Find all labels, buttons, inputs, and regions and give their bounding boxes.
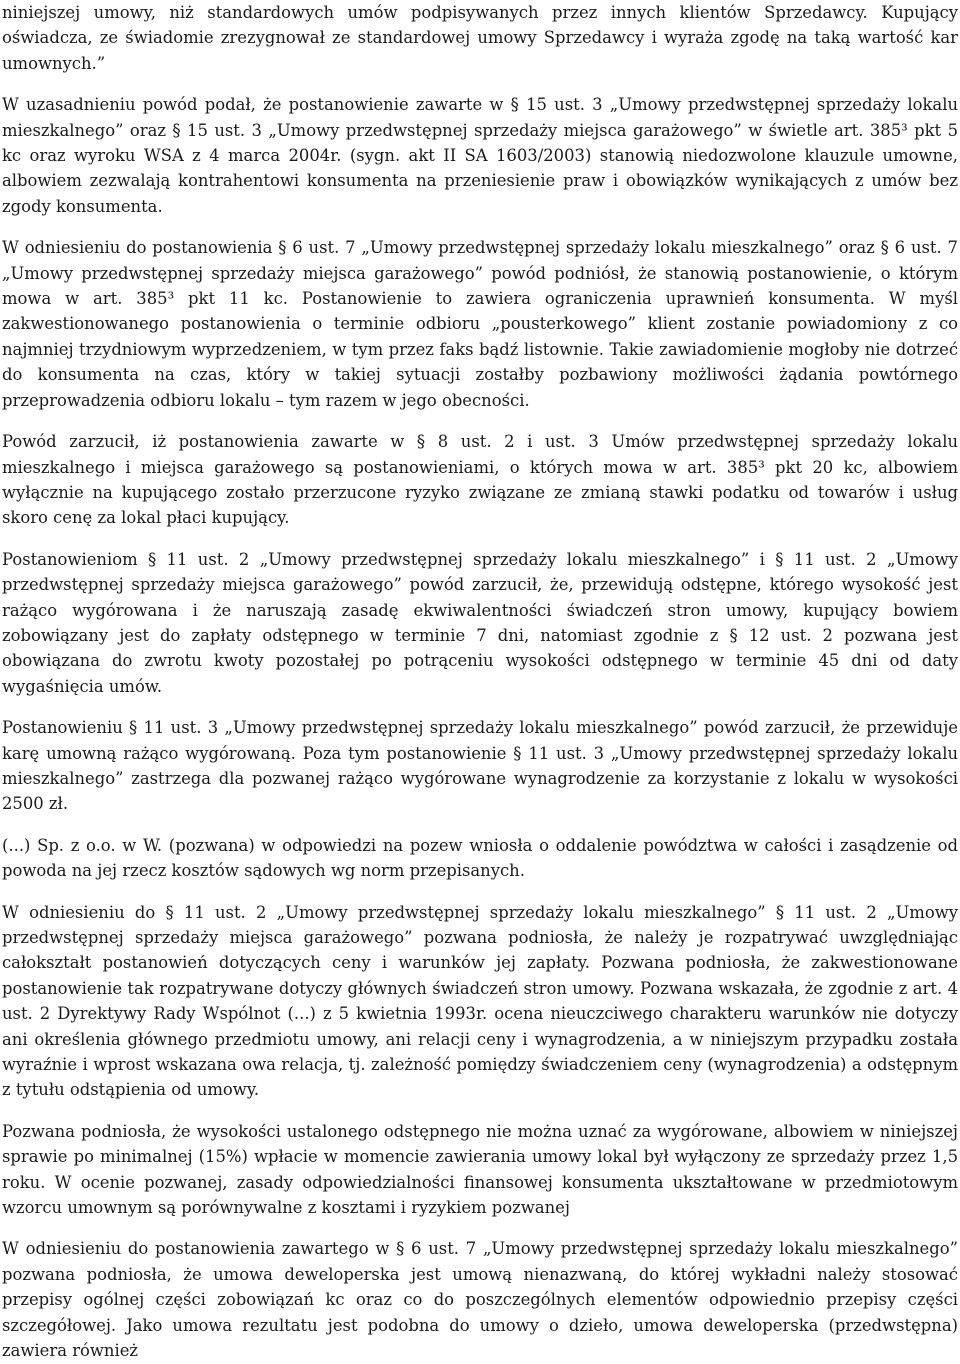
paragraph-fee-amount: Pozwana podniosła, że wysokości ustalonego odstępnego nie można uznać za wygórowane, albowiem w niniejszej sprawie po minimalnej (15%) wpłacie w momencie zawierania umowy lokal był wyłączony ze sprzedaży przez 1,5 roku. W ocenie pozwanej, zasady odpowiedzialności finansowej konsumenta ukształtowane w przedmiotowym wzorcu umownym są porównywalne z kosztami i ryzykiem pozwanej [2, 1121, 958, 1218]
paragraph-withdrawal-fee: Postanowieniom § 11 ust. 2 „Umowy przedwstępnej sprzedaży lokalu mieszkalnego” i § 11 ust. 2 „Umowy przedwstępnej sprzedaży miejsca garażowego” powód zarzucił, że, przewidują odstępne, którego wysokość jest rażąco wygórowana i że naruszają zasadę ekwiwalentności świadczeń stron umowy, kupujący bowiem zobowiązany jest do zapłaty odstępnego w terminie 7 dni, natomiast zgodnie z § 12 ust. 2 pozwana jest obowiązana do zwrotu kwoty pozostałej po potrąceniu wysokości odstępnego w terminie 45 dni od daty wygaśnięcia umów. [2, 549, 958, 696]
paragraph-defendant-response: (...) Sp. z o.o. w W. (pozwana) w odpowiedzi na pozew wniosła o oddalenie powództwa w całości i zasądzenie od powoda na jej rzecz kosztów sądowych wg norm przepisanych. [2, 835, 958, 881]
paragraph-vat-risk: Powód zarzucił, iż postanowienia zawarte w § 8 ust. 2 i ust. 3 Umów przedwstępnej sprzedaży lokalu mieszkalnego i miejsca garażowego są postanowieniami, o których mowa w art. 385³ pkt 20 kc, albowiem wyłącznie na kupującego zostało przerzucone ryzyko związane ze zmianą stawki podatku od towarów i usług skoro cenę za lokal płaci kupujący. [2, 432, 958, 528]
paragraph-developer-contract: W odniesieniu do postanowienia zawartego w § 6 ust. 7 „Umowy przedwstępnej sprzedaży lokalu mieszkalnego” pozwana podniosła, że umowa deweloperska jest umową nienazwaną, do której wykładni należy stosować przepisy ogólnej części zobowiązań kc oraz co do poszczególnych elementów odpowiednio przepisy części szczegółowej. Jako umowa rezultatu jest podobna do umowy o dzieło, umowa deweloperska (przedwstępna) zawiera również [2, 1239, 958, 1361]
paragraph-contract-clause-end: niniejszej umowy, niż standardowych umów podpisywanych przez innych klientów Sprzedawcy. Kupujący oświadcza, ze świadomie zrezygnował ze standardowej umowy Sprzedawcy i wyraża zgodę na taką wartość kar umownych.” [2, 3, 958, 73]
paragraph-transfer-rights: W uzasadnieniu powód podał, że postanowienie zawarte w § 15 ust. 3 „Umowy przedwstępnej sprzedaży lokalu mieszkalnego” oraz § 15 ust. 3 „Umowy przedwstępnej sprzedaży miejsca garażowego” w świetle art. 385³ pkt 5 kc oraz wyroku WSA z 4 marca 2004r. (sygn. akt II SA 1603/2003) stanowią niedozwolone klauzule umowne, albowiem zezwalają kontrahentowi konsumenta na przeniesienie praw i obowiązków wynikających z umów bez zgody konsumenta. [2, 95, 958, 216]
paragraph-penalty: Postanowieniu § 11 ust. 3 „Umowy przedwstępnej sprzedaży lokalu mieszkalnego” powód zarzucił, że przewiduje karę umowną rażąco wygórowaną. Poza tym postanowienie § 11 ust. 3 „Umowy przedwstępnej sprzedaży lokalu mieszkalnego” zastrzega dla pozwanej rażąco wygórowane wynagrodzenie za korzystanie z lokalu w wysokości 2500 zł. [2, 718, 958, 814]
paragraph-main-obligations: W odniesieniu do § 11 ust. 2 „Umowy przedwstępnej sprzedaży lokalu mieszkalnego” § 11 ust. 2 „Umowy przedwstępnej sprzedaży miejsca garażowego” pozwana podniosła, że należy je rozpatrywać uwzględniając całokształt postanowień dotyczących ceny i warunków jej zapłaty. Pozwana podniosła, że zakwestionowane postanowienie tak rozpatrywane dotyczy głównych świadczeń stron umowy. Pozwana wskazała, że zgodnie z art. 4 ust. 2 Dyrektywy Rady Wspólnot (...) z 5 kwietnia 1993r. ocena nieuczciwego charakteru warunków nie dotyczy ani określenia głównego przedmiotu umowy, ani relacji ceny i wynagrodzenia, a w niniejszym przypadku została wyraźnie i wprost wskazana owa relacja, tj. zależność pomiędzy świadczeniem ceny (wynagrodzenia) a odstępnym z tytułu odstąpienia od umowy. [2, 902, 958, 1100]
paragraph-acceptance-notice: W odniesieniu do postanowienia § 6 ust. 7 „Umowy przedwstępnej sprzedaży lokalu mieszkalnego” oraz § 6 ust. 7 „Umowy przedwstępnej sprzedaży miejsca garażowego” powód podniósł, że stanowią postanowienie, o którym mowa w art. 385³ pkt 11 kc. Postanowienie to zawiera ograniczenia uprawnień konsumenta. W myśl zakwestionowanego postanowienia o terminie odbioru „pousterkowego” klient zostanie powiadomiony z co najmniej trzydniowym wyprzedzeniem, w tym przez faks bądź listownie. Takie zawiadomienie mogłoby nie dotrzeć do konsumenta na czas, który w takiej sytuacji zostałby pozbawiony możliwości żądania powtórnego przeprowadzenia odbioru lokalu – tym razem w jego obecności. [2, 238, 958, 410]
